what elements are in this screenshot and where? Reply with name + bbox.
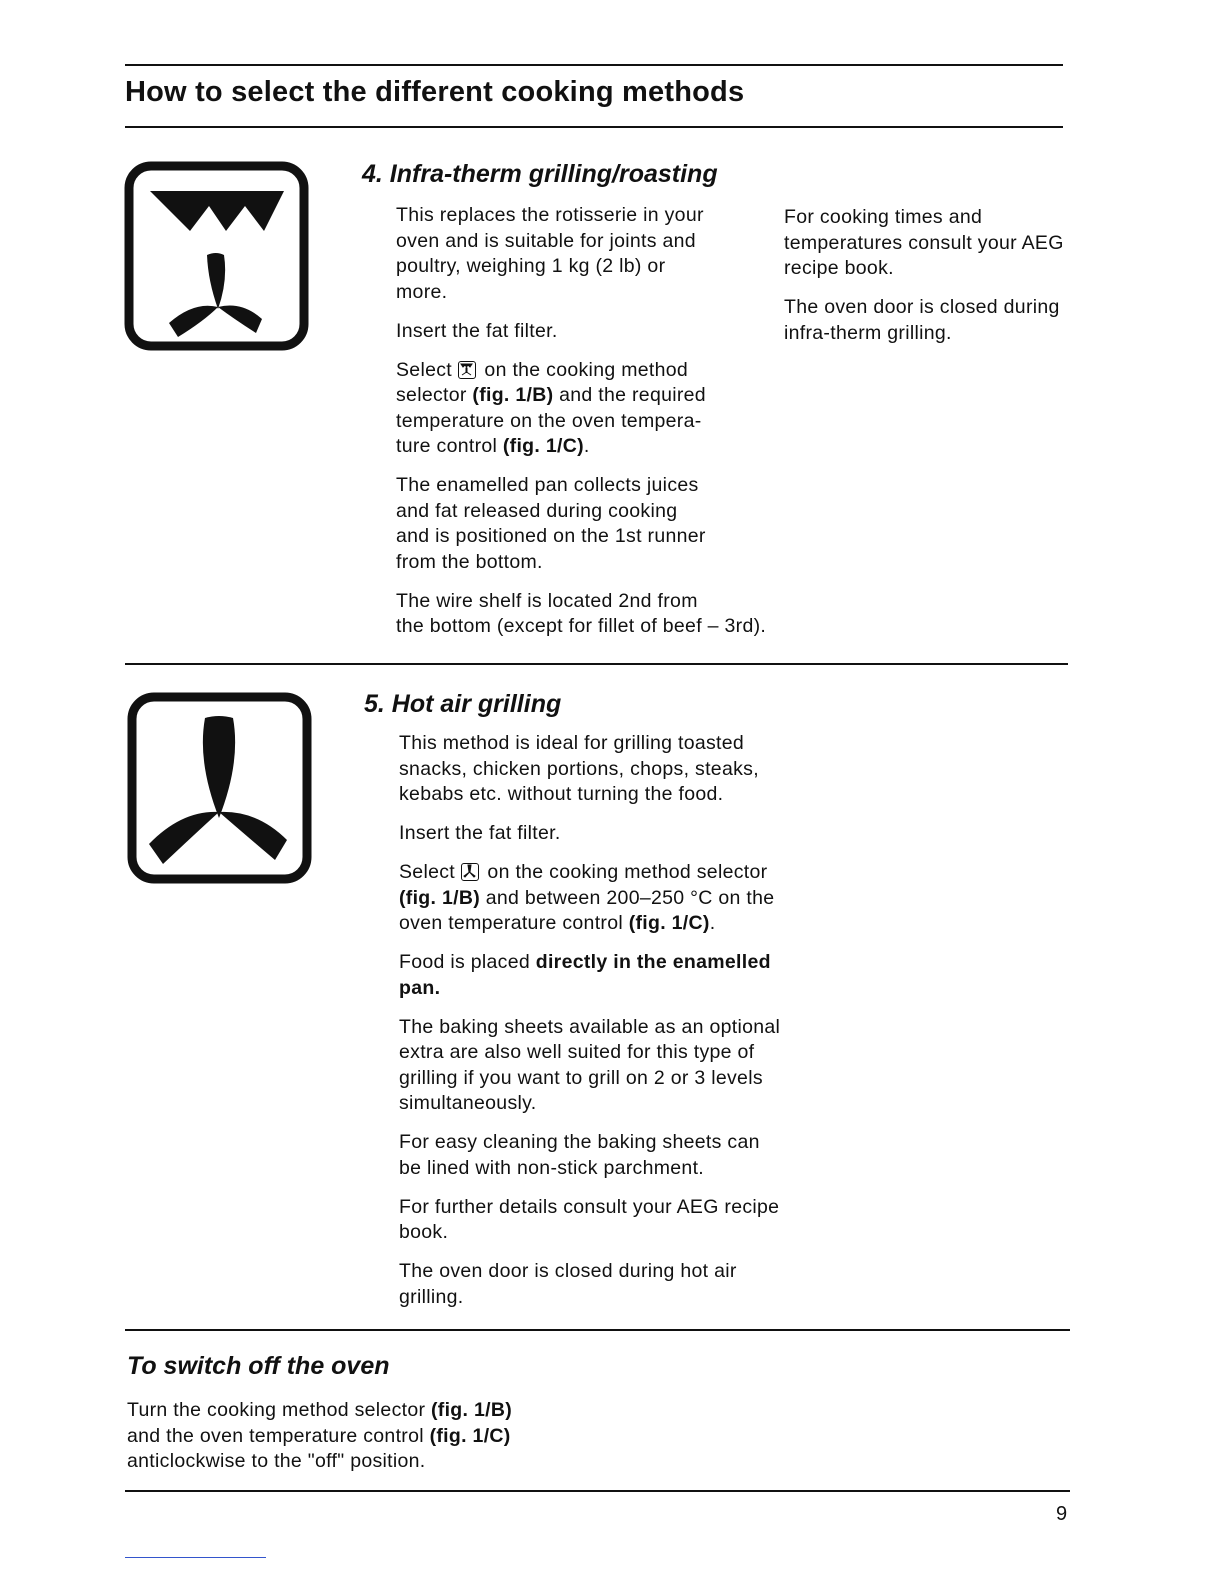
text: The oven door is closed during hot air grilling.: [399, 1260, 737, 1308]
switch-off-body: [127, 1398, 512, 1488]
section-4-heading: 4. Infra-therm grilling/roasting: [362, 160, 718, 188]
text: This method is ideal for grilling toasted snacks, chicken portions, chops, steaks, kebabs etc. without turning the food.: [399, 732, 759, 805]
paragraph: [396, 203, 766, 305]
text: Select: [399, 861, 461, 883]
bottom-rule: [125, 1490, 1070, 1492]
switch-off-heading: To switch off the oven: [127, 1352, 390, 1380]
bold-text: (fig. 1/C): [502, 435, 584, 457]
section-5-body: [399, 731, 780, 1324]
text: For further details consult your AEG recipe book.: [399, 1195, 780, 1243]
text: Select: [396, 358, 458, 381]
bold-text: (fig. 1/C): [429, 1424, 511, 1447]
paragraph: [399, 731, 780, 808]
page-title: How to select the different cooking methods: [125, 76, 745, 108]
text: Food is placed: [399, 951, 536, 973]
page-number: 9: [1056, 1503, 1068, 1525]
section-5-rule: [125, 1329, 1070, 1331]
paragraph: [784, 295, 1064, 346]
text: This replaces the rotisserie in your oven and is suitable for joints and poultry, weighing 1 kg (2 lb) or more.: [396, 204, 704, 303]
paragraph: [399, 1259, 780, 1310]
text: Turn the cooking method selector: [127, 1399, 431, 1421]
text: The wire shelf is located 2nd from the bottom (except for fillet of beef – 3rd).: [396, 589, 767, 637]
text: Insert the fat filter.: [399, 822, 561, 844]
text: .: [709, 912, 716, 934]
bold-text: (fig. 1/C): [628, 912, 710, 934]
bold-text: (fig. 1/B): [399, 886, 480, 909]
section-4-rule: [125, 663, 1068, 665]
paragraph: [396, 473, 766, 575]
paragraph: [399, 821, 780, 847]
text: and the oven temperature control: [127, 1424, 424, 1447]
text: and the required temperature on the oven tempera- ture control: [396, 384, 706, 457]
text: For easy cleaning the baking sheets can be lined with non-stick parchment.: [399, 1131, 760, 1179]
paragraph: [399, 860, 780, 937]
text: Insert the fat filter.: [396, 319, 558, 342]
paragraph: [399, 1130, 780, 1181]
section-4-right-column: [784, 205, 1064, 360]
paragraph: [127, 1398, 512, 1475]
text: on the cooking method selector: [487, 861, 768, 883]
text: anticlockwise to the "off" position.: [127, 1450, 426, 1472]
paragraph: [399, 950, 780, 1001]
text: The enamelled pan collects juices and fat released during cooking and is positioned on the 1st runner from the bottom.: [396, 474, 706, 573]
paragraph: [396, 319, 766, 345]
top-rule: [125, 64, 1063, 66]
text: The oven door is closed during infra-therm grilling.: [784, 296, 1060, 344]
paragraph: [399, 1195, 780, 1246]
title-rule: [125, 126, 1063, 128]
hot-air-icon: [461, 863, 479, 881]
text: The baking sheets available as an optional extra are also well suited for this type of grilling if you want to grill on 2 or 3 levels simultaneously.: [399, 1015, 781, 1114]
paragraph: [396, 589, 766, 640]
paragraph: [784, 205, 1064, 282]
infra-therm-icon: [458, 361, 476, 379]
paragraph: [396, 358, 766, 460]
hot-air-grill-icon: [127, 692, 312, 884]
paragraph: [399, 1015, 780, 1117]
text: on the cooking method selector: [396, 358, 689, 406]
bold-text: directly in the enamelled pan.: [399, 951, 771, 999]
text: and between 200–250 °C on the oven temperature control: [399, 886, 775, 934]
section-4-left-column: [396, 203, 766, 653]
infra-therm-grill-icon: [124, 161, 309, 351]
section-5-heading: 5. Hot air grilling: [364, 690, 562, 718]
bold-text: (fig. 1/B): [431, 1399, 512, 1421]
bold-text: (fig. 1/B): [472, 384, 554, 406]
text: .: [583, 435, 590, 457]
text: For cooking times and temperatures consult your AEG recipe book.: [784, 206, 1064, 279]
link-underline: [125, 1557, 266, 1558]
